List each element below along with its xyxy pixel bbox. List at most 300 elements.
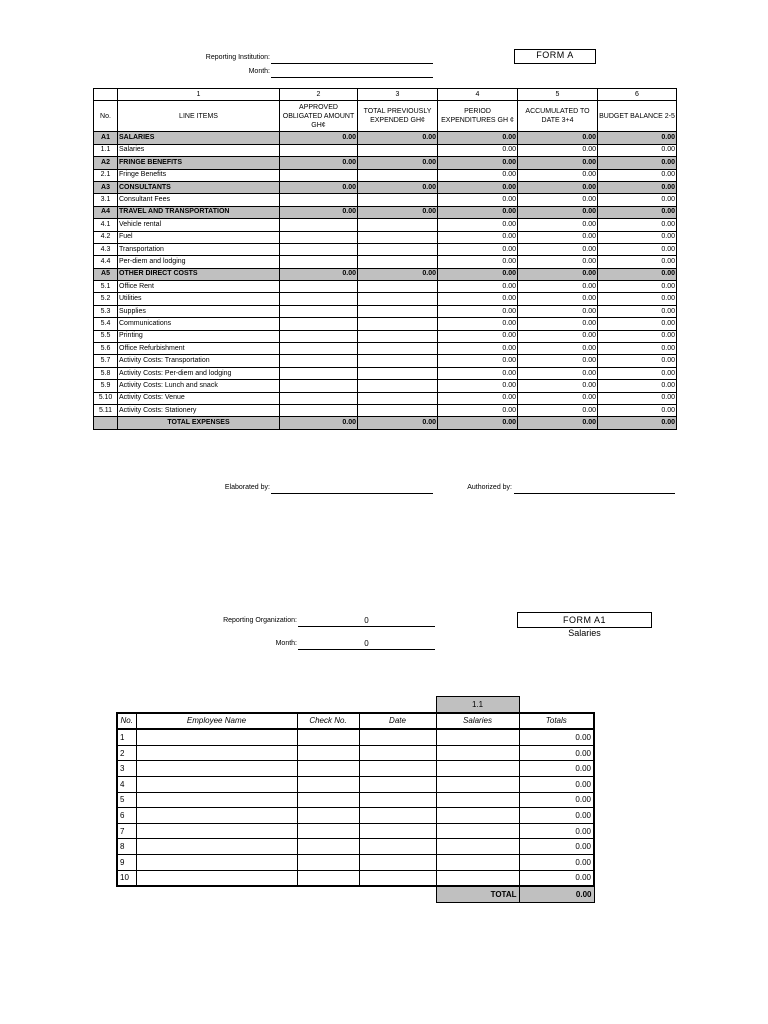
budget-balance: 0.00 bbox=[598, 157, 677, 169]
form-a1-title: FORM A1 bbox=[517, 612, 652, 628]
previously-expended[interactable] bbox=[358, 392, 438, 404]
employee-row bbox=[117, 745, 594, 761]
date-cell[interactable] bbox=[359, 761, 436, 777]
employee-row bbox=[117, 808, 594, 824]
budget-balance: 0.00 bbox=[598, 380, 677, 392]
column-number-0 bbox=[94, 89, 118, 101]
a1-total-value: 0.00 bbox=[519, 886, 594, 902]
column-header-2: APPROVED OBLIGATED AMOUNT GH¢ bbox=[280, 101, 358, 132]
column-number-2: 2 bbox=[280, 89, 358, 101]
employee-name-cell[interactable] bbox=[136, 839, 297, 855]
previously-expended[interactable] bbox=[358, 219, 438, 231]
employee-row-number: 2 bbox=[117, 745, 136, 761]
row-total-cell: 0.00 bbox=[519, 870, 594, 886]
row-total-cell: 0.00 bbox=[519, 808, 594, 824]
previously-expended: 0.00 bbox=[358, 181, 438, 193]
a1-header-1: Employee Name bbox=[136, 713, 297, 730]
row-number: 4.1 bbox=[94, 219, 118, 231]
previously-expended[interactable] bbox=[358, 343, 438, 355]
period-expenditures[interactable]: 0.00 bbox=[438, 281, 518, 293]
column-number-6: 6 bbox=[598, 89, 677, 101]
budget-balance: 0.00 bbox=[598, 392, 677, 404]
budget-balance: 0.00 bbox=[598, 268, 677, 280]
previously-expended: 0.00 bbox=[358, 206, 438, 218]
line-item-name: Activity Costs: Stationery bbox=[118, 404, 280, 416]
period-expenditures[interactable]: 0.00 bbox=[438, 293, 518, 305]
previously-expended[interactable] bbox=[358, 318, 438, 330]
row-total-cell: 0.00 bbox=[519, 776, 594, 792]
accumulated-to-date: 0.00 bbox=[518, 330, 598, 342]
budget-balance: 0.00 bbox=[598, 231, 677, 243]
date-cell[interactable] bbox=[359, 792, 436, 808]
line-item-name: Per-diem and lodging bbox=[118, 256, 280, 268]
period-expenditures[interactable]: 0.00 bbox=[438, 305, 518, 317]
accumulated-to-date: 0.00 bbox=[518, 305, 598, 317]
line-item-name: OTHER DIRECT COSTS bbox=[118, 268, 280, 280]
accumulated-to-date: 0.00 bbox=[518, 318, 598, 330]
line-item-row bbox=[94, 144, 677, 156]
accumulated-to-date: 0.00 bbox=[518, 404, 598, 416]
approved-amount[interactable] bbox=[280, 318, 358, 330]
row-number: 5.1 bbox=[94, 281, 118, 293]
budget-balance: 0.00 bbox=[598, 330, 677, 342]
total-c6: 0.00 bbox=[598, 417, 677, 429]
budget-balance: 0.00 bbox=[598, 256, 677, 268]
salaries-cell[interactable] bbox=[436, 792, 519, 808]
line-item-name: Consultant Fees bbox=[118, 194, 280, 206]
previously-expended[interactable] bbox=[358, 355, 438, 367]
salaries-cell[interactable] bbox=[436, 776, 519, 792]
row-number: 4.3 bbox=[94, 243, 118, 255]
date-cell[interactable] bbox=[359, 745, 436, 761]
check-no-cell[interactable] bbox=[297, 823, 359, 839]
column-header-row bbox=[94, 101, 677, 132]
employee-row bbox=[117, 839, 594, 855]
total-row-spacer bbox=[136, 886, 297, 902]
previously-expended[interactable] bbox=[358, 144, 438, 156]
check-no-cell[interactable] bbox=[297, 761, 359, 777]
approved-amount[interactable] bbox=[280, 330, 358, 342]
reporting-organization-label: Reporting Organization: bbox=[223, 617, 297, 624]
check-no-cell[interactable] bbox=[297, 870, 359, 886]
accumulated-to-date: 0.00 bbox=[518, 355, 598, 367]
line-item-name: Activity Costs: Transportation bbox=[118, 355, 280, 367]
total-c5: 0.00 bbox=[518, 417, 598, 429]
section-row bbox=[94, 157, 677, 169]
row-number: 5.3 bbox=[94, 305, 118, 317]
accumulated-to-date: 0.00 bbox=[518, 194, 598, 206]
employee-name-cell[interactable] bbox=[136, 745, 297, 761]
budget-balance: 0.00 bbox=[598, 281, 677, 293]
form-a1-subtitle: Salaries bbox=[568, 628, 601, 638]
period-expenditures: 0.00 bbox=[438, 132, 518, 144]
period-expenditures: 0.00 bbox=[438, 206, 518, 218]
a1-header-row bbox=[117, 713, 594, 730]
period-expenditures[interactable]: 0.00 bbox=[438, 256, 518, 268]
a1-month-label: Month: bbox=[275, 640, 297, 647]
accumulated-to-date: 0.00 bbox=[518, 256, 598, 268]
line-item-row bbox=[94, 256, 677, 268]
accumulated-to-date: 0.00 bbox=[518, 157, 598, 169]
column-header-1: LINE ITEMS bbox=[118, 101, 280, 132]
accumulated-to-date: 0.00 bbox=[518, 181, 598, 193]
reporting-organization-field[interactable]: 0 bbox=[298, 616, 435, 627]
row-number: 2.1 bbox=[94, 169, 118, 181]
authorized-by-field[interactable] bbox=[514, 483, 675, 494]
employee-name-cell[interactable] bbox=[136, 792, 297, 808]
total-expenses-label: TOTAL EXPENSES bbox=[118, 417, 280, 429]
row-number: 5.10 bbox=[94, 392, 118, 404]
column-number-row bbox=[94, 89, 677, 101]
row-total-cell: 0.00 bbox=[519, 854, 594, 870]
form-a-title: FORM A bbox=[514, 49, 596, 64]
period-expenditures[interactable]: 0.00 bbox=[438, 404, 518, 416]
column-header-0: No. bbox=[94, 101, 118, 132]
row-total-cell: 0.00 bbox=[519, 761, 594, 777]
row-number: A3 bbox=[94, 181, 118, 193]
line-item-name: Activity Costs: Venue bbox=[118, 392, 280, 404]
period-expenditures[interactable]: 0.00 bbox=[438, 367, 518, 379]
a1-header-2: Check No. bbox=[297, 713, 359, 730]
approved-amount[interactable] bbox=[280, 194, 358, 206]
period-expenditures[interactable]: 0.00 bbox=[438, 194, 518, 206]
date-cell[interactable] bbox=[359, 729, 436, 745]
column-header-5: ACCUMULATED TO DATE 3+4 bbox=[518, 101, 598, 132]
total-c2: 0.00 bbox=[280, 417, 358, 429]
a1-header-3: Date bbox=[359, 713, 436, 730]
period-expenditures[interactable]: 0.00 bbox=[438, 243, 518, 255]
approved-amount[interactable] bbox=[280, 293, 358, 305]
previously-expended[interactable] bbox=[358, 256, 438, 268]
salaries-cell[interactable] bbox=[436, 839, 519, 855]
row-number: A4 bbox=[94, 206, 118, 218]
previously-expended: 0.00 bbox=[358, 157, 438, 169]
row-number: 5.7 bbox=[94, 355, 118, 367]
column-number-3: 3 bbox=[358, 89, 438, 101]
approved-amount[interactable] bbox=[280, 219, 358, 231]
line-item-row bbox=[94, 380, 677, 392]
employee-row-number: 5 bbox=[117, 792, 136, 808]
budget-balance: 0.00 bbox=[598, 132, 677, 144]
previously-expended[interactable] bbox=[358, 231, 438, 243]
period-expenditures[interactable]: 0.00 bbox=[438, 231, 518, 243]
previously-expended: 0.00 bbox=[358, 132, 438, 144]
row-number: 5.8 bbox=[94, 367, 118, 379]
period-expenditures[interactable]: 0.00 bbox=[438, 343, 518, 355]
accumulated-to-date: 0.00 bbox=[518, 169, 598, 181]
accumulated-to-date: 0.00 bbox=[518, 243, 598, 255]
approved-amount[interactable] bbox=[280, 256, 358, 268]
line-item-row bbox=[94, 169, 677, 181]
row-total-cell: 0.00 bbox=[519, 729, 594, 745]
line-item-name: FRINGE BENEFITS bbox=[118, 157, 280, 169]
line-item-name: TRAVEL AND TRANSPORTATION bbox=[118, 206, 280, 218]
line-item-row bbox=[94, 293, 677, 305]
previously-expended[interactable] bbox=[358, 194, 438, 206]
approved-amount: 0.00 bbox=[280, 132, 358, 144]
line-item-name: Office Rent bbox=[118, 281, 280, 293]
approved-amount: 0.00 bbox=[280, 181, 358, 193]
authorized-by-label: Authorized by: bbox=[467, 484, 512, 491]
row-number: 5.4 bbox=[94, 318, 118, 330]
salaries-cell[interactable] bbox=[436, 870, 519, 886]
approved-amount: 0.00 bbox=[280, 157, 358, 169]
line-item-name: SALARIES bbox=[118, 132, 280, 144]
total-c3: 0.00 bbox=[358, 417, 438, 429]
budget-balance: 0.00 bbox=[598, 243, 677, 255]
column-number-1: 1 bbox=[118, 89, 280, 101]
line-item-name: Vehicle rental bbox=[118, 219, 280, 231]
date-cell[interactable] bbox=[359, 776, 436, 792]
employee-row bbox=[117, 792, 594, 808]
line-item-name: Utilities bbox=[118, 293, 280, 305]
approved-amount[interactable] bbox=[280, 144, 358, 156]
check-no-cell[interactable] bbox=[297, 808, 359, 824]
line-item-row bbox=[94, 392, 677, 404]
row-number: 4.4 bbox=[94, 256, 118, 268]
line-item-row bbox=[94, 194, 677, 206]
budget-balance: 0.00 bbox=[598, 144, 677, 156]
line-item-row bbox=[94, 318, 677, 330]
check-no-cell[interactable] bbox=[297, 776, 359, 792]
employee-row bbox=[117, 870, 594, 886]
row-number: 3.1 bbox=[94, 194, 118, 206]
approved-amount[interactable] bbox=[280, 367, 358, 379]
employee-name-cell[interactable] bbox=[136, 729, 297, 745]
accumulated-to-date: 0.00 bbox=[518, 380, 598, 392]
row-number: A2 bbox=[94, 157, 118, 169]
budget-balance: 0.00 bbox=[598, 343, 677, 355]
line-item-row bbox=[94, 305, 677, 317]
date-cell[interactable] bbox=[359, 839, 436, 855]
column-number-5: 5 bbox=[518, 89, 598, 101]
budget-balance: 0.00 bbox=[598, 181, 677, 193]
salaries-cell[interactable] bbox=[436, 729, 519, 745]
line-item-row bbox=[94, 281, 677, 293]
approved-amount[interactable] bbox=[280, 231, 358, 243]
previously-expended[interactable] bbox=[358, 281, 438, 293]
check-no-cell[interactable] bbox=[297, 729, 359, 745]
total-row-spacer bbox=[359, 886, 436, 902]
approved-amount[interactable] bbox=[280, 281, 358, 293]
budget-balance: 0.00 bbox=[598, 206, 677, 218]
line-item-name: CONSULTANTS bbox=[118, 181, 280, 193]
budget-balance: 0.00 bbox=[598, 404, 677, 416]
section-row bbox=[94, 268, 677, 280]
previously-expended[interactable] bbox=[358, 404, 438, 416]
salaries-cell[interactable] bbox=[436, 761, 519, 777]
employee-row-number: 8 bbox=[117, 839, 136, 855]
budget-balance: 0.00 bbox=[598, 305, 677, 317]
accumulated-to-date: 0.00 bbox=[518, 132, 598, 144]
accumulated-to-date: 0.00 bbox=[518, 206, 598, 218]
section-row bbox=[94, 132, 677, 144]
line-item-row bbox=[94, 343, 677, 355]
row-number: 5.11 bbox=[94, 404, 118, 416]
line-item-name: Office Refurbishment bbox=[118, 343, 280, 355]
employee-row bbox=[117, 823, 594, 839]
employee-name-cell[interactable] bbox=[136, 823, 297, 839]
accumulated-to-date: 0.00 bbox=[518, 392, 598, 404]
section-row bbox=[94, 181, 677, 193]
line-item-name: Salaries bbox=[118, 144, 280, 156]
approved-amount[interactable] bbox=[280, 243, 358, 255]
employee-name-cell[interactable] bbox=[136, 761, 297, 777]
form-a-table bbox=[93, 88, 677, 430]
a1-total-label: TOTAL bbox=[436, 886, 519, 902]
previously-expended[interactable] bbox=[358, 169, 438, 181]
section-row bbox=[94, 206, 677, 218]
employee-row-number: 10 bbox=[117, 870, 136, 886]
employee-name-cell[interactable] bbox=[136, 776, 297, 792]
row-number: A1 bbox=[94, 132, 118, 144]
accumulated-to-date: 0.00 bbox=[518, 268, 598, 280]
previously-expended[interactable] bbox=[358, 330, 438, 342]
check-no-cell[interactable] bbox=[297, 792, 359, 808]
accumulated-to-date: 0.00 bbox=[518, 281, 598, 293]
reporting-institution-field[interactable] bbox=[271, 53, 433, 64]
row-total-cell: 0.00 bbox=[519, 823, 594, 839]
employee-row bbox=[117, 761, 594, 777]
salaries-cell[interactable] bbox=[436, 854, 519, 870]
line-item-row bbox=[94, 330, 677, 342]
check-no-cell[interactable] bbox=[297, 745, 359, 761]
accumulated-to-date: 0.00 bbox=[518, 343, 598, 355]
accumulated-to-date: 0.00 bbox=[518, 231, 598, 243]
period-expenditures: 0.00 bbox=[438, 268, 518, 280]
row-total-cell: 0.00 bbox=[519, 839, 594, 855]
total-row-spacer bbox=[94, 417, 118, 429]
budget-balance: 0.00 bbox=[598, 169, 677, 181]
total-row-spacer bbox=[117, 886, 136, 902]
period-expenditures[interactable]: 0.00 bbox=[438, 318, 518, 330]
employee-name-cell[interactable] bbox=[136, 854, 297, 870]
approved-amount: 0.00 bbox=[280, 268, 358, 280]
total-row-spacer bbox=[297, 886, 359, 902]
previously-expended[interactable] bbox=[358, 243, 438, 255]
row-number: 5.9 bbox=[94, 380, 118, 392]
period-expenditures[interactable]: 0.00 bbox=[438, 355, 518, 367]
date-cell[interactable] bbox=[359, 870, 436, 886]
row-total-cell: 0.00 bbox=[519, 792, 594, 808]
employee-row-number: 3 bbox=[117, 761, 136, 777]
line-item-name: Supplies bbox=[118, 305, 280, 317]
date-cell[interactable] bbox=[359, 854, 436, 870]
line-item-name: Printing bbox=[118, 330, 280, 342]
total-c4: 0.00 bbox=[438, 417, 518, 429]
a1-header-4: Salaries bbox=[436, 713, 519, 730]
accumulated-to-date: 0.00 bbox=[518, 367, 598, 379]
approved-amount[interactable] bbox=[280, 169, 358, 181]
line-item-row bbox=[94, 231, 677, 243]
month-field[interactable] bbox=[271, 67, 433, 78]
line-item-name: Fuel bbox=[118, 231, 280, 243]
employee-row bbox=[117, 729, 594, 745]
line-item-row bbox=[94, 243, 677, 255]
accumulated-to-date: 0.00 bbox=[518, 144, 598, 156]
line-item-row bbox=[94, 367, 677, 379]
a1-header-5: Totals bbox=[519, 713, 594, 730]
line-item-name: Activity Costs: Lunch and snack bbox=[118, 380, 280, 392]
approved-amount[interactable] bbox=[280, 380, 358, 392]
employee-name-cell[interactable] bbox=[136, 870, 297, 886]
form-a1-table bbox=[116, 696, 595, 903]
period-expenditures[interactable]: 0.00 bbox=[438, 219, 518, 231]
budget-balance: 0.00 bbox=[598, 219, 677, 231]
salaries-code-cell: 1.1 bbox=[436, 697, 519, 713]
a1-header-0: No. bbox=[117, 713, 136, 730]
month-label: Month: bbox=[248, 68, 270, 75]
period-expenditures[interactable]: 0.00 bbox=[438, 330, 518, 342]
employee-name-cell[interactable] bbox=[136, 808, 297, 824]
approved-amount[interactable] bbox=[280, 392, 358, 404]
row-number: 5.6 bbox=[94, 343, 118, 355]
salaries-cell[interactable] bbox=[436, 808, 519, 824]
column-header-6: BUDGET BALANCE 2-5 bbox=[598, 101, 677, 132]
salaries-cell[interactable] bbox=[436, 823, 519, 839]
row-number: 4.2 bbox=[94, 231, 118, 243]
line-item-name: Fringe Benefits bbox=[118, 169, 280, 181]
row-number: 5.5 bbox=[94, 330, 118, 342]
employee-row bbox=[117, 776, 594, 792]
row-total-cell: 0.00 bbox=[519, 745, 594, 761]
previously-expended[interactable] bbox=[358, 293, 438, 305]
check-no-cell[interactable] bbox=[297, 839, 359, 855]
column-header-4: PERIOD EXPENDITURES GH ¢ bbox=[438, 101, 518, 132]
elaborated-by-label: Elaborated by: bbox=[224, 484, 270, 491]
approved-amount[interactable] bbox=[280, 343, 358, 355]
budget-balance: 0.00 bbox=[598, 318, 677, 330]
line-item-row bbox=[94, 355, 677, 367]
approved-amount[interactable] bbox=[280, 305, 358, 317]
employee-row-number: 9 bbox=[117, 854, 136, 870]
a1-total-row bbox=[117, 886, 594, 902]
accumulated-to-date: 0.00 bbox=[518, 293, 598, 305]
salaries-cell[interactable] bbox=[436, 745, 519, 761]
accumulated-to-date: 0.00 bbox=[518, 219, 598, 231]
approved-amount[interactable] bbox=[280, 404, 358, 416]
check-no-cell[interactable] bbox=[297, 854, 359, 870]
total-expenses-row bbox=[94, 417, 677, 429]
previously-expended[interactable] bbox=[358, 380, 438, 392]
employee-row-number: 1 bbox=[117, 729, 136, 745]
period-expenditures[interactable]: 0.00 bbox=[438, 392, 518, 404]
row-number: 5.2 bbox=[94, 293, 118, 305]
period-expenditures[interactable]: 0.00 bbox=[438, 144, 518, 156]
date-cell[interactable] bbox=[359, 823, 436, 839]
date-cell[interactable] bbox=[359, 808, 436, 824]
reporting-institution-label: Reporting Institution: bbox=[205, 54, 270, 61]
budget-balance: 0.00 bbox=[598, 293, 677, 305]
period-expenditures[interactable]: 0.00 bbox=[438, 169, 518, 181]
a1-month-field[interactable]: 0 bbox=[298, 639, 435, 650]
period-expenditures: 0.00 bbox=[438, 181, 518, 193]
employee-row-number: 6 bbox=[117, 808, 136, 824]
column-header-3: TOTAL PREVIOUSLY EXPENDED GH¢ bbox=[358, 101, 438, 132]
period-expenditures[interactable]: 0.00 bbox=[438, 380, 518, 392]
row-number: 1.1 bbox=[94, 144, 118, 156]
previously-expended[interactable] bbox=[358, 305, 438, 317]
budget-balance: 0.00 bbox=[598, 367, 677, 379]
line-item-row bbox=[94, 219, 677, 231]
approved-amount[interactable] bbox=[280, 355, 358, 367]
period-expenditures: 0.00 bbox=[438, 157, 518, 169]
employee-row-number: 4 bbox=[117, 776, 136, 792]
previously-expended[interactable] bbox=[358, 367, 438, 379]
line-item-name: Transportation bbox=[118, 243, 280, 255]
budget-balance: 0.00 bbox=[598, 194, 677, 206]
line-item-name: Activity Costs: Per-diem and lodging bbox=[118, 367, 280, 379]
